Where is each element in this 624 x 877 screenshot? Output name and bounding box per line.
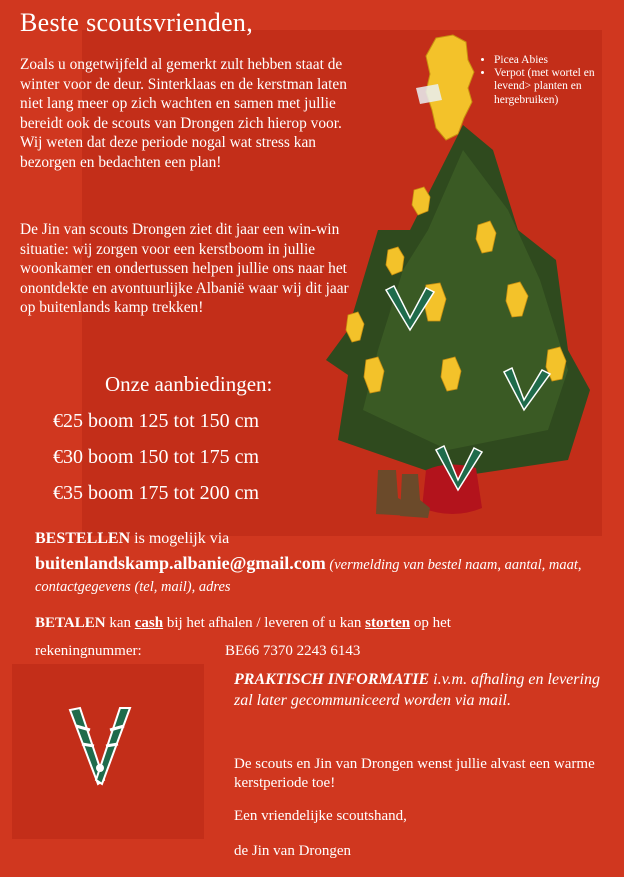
offer-item: €35 boom 175 tot 200 cm: [53, 482, 260, 504]
practical-info: [234, 669, 606, 711]
account-number: BE66 7370 2243 6143: [225, 643, 361, 659]
order-label: BESTELLEN: [35, 530, 131, 547]
intro-paragraph-2: De Jin van scouts Drongen ziet dit jaar een win-win situatie: wij zorgen voor een kerstboom in jullie woonkamer en ondertussen helpen jullie ons naar het onontdekte en avontuurlijke Albanië waar wij dit jaar op buitenlands kamp trekken!: [20, 221, 349, 317]
tree-feature: • Verpot (met wortel en levend> planten en hergebruiken): [494, 67, 622, 107]
account-label: rekeningnummer:: [35, 643, 142, 659]
holiday-wish: De scouts en Jin van Drongen wenst jullie alvast een warme kerstperiode toe!: [234, 756, 595, 791]
payment-line: [35, 615, 451, 632]
scout-scarf-icon: [60, 706, 140, 788]
offer-item: €25 boom 125 tot 150 cm: [53, 410, 260, 432]
christmas-tree-illustration: [318, 30, 600, 520]
offers-heading: Onze aanbiedingen:: [105, 372, 273, 396]
order-note: (vermelding van bestel naam, aantal, maat, contactgegevens (tel, mail), adres: [35, 557, 582, 595]
email-line: [35, 553, 595, 598]
order-line: [35, 530, 229, 548]
payment-text: op het: [410, 615, 451, 631]
payment-text: bij het afhalen / leveren of u kan: [163, 615, 366, 631]
payment-cash: cash: [134, 615, 164, 631]
tree-feature: • Picea Abies: [494, 54, 622, 67]
page-title: Beste scoutsvrienden,: [20, 8, 254, 37]
intro-paragraph-1: Zoals u ongetwijfeld al gemerkt zult hebben staat de winter voor de deur. Sinterklaas en de kerstman laten niet lang meer op zich wachten en samen met jullie bereidt ook de scouts van Drongen zich hierop voor. Wij weten dat deze periode nogal wat stress kan bezorgen en bedachten een plan!: [20, 56, 347, 171]
payment-text: kan: [105, 615, 135, 631]
payment-label: BETALEN: [35, 615, 106, 631]
practical-label: PRAKTISCH INFORMATIE: [234, 671, 430, 688]
offer-item: €30 boom 150 tot 175 cm: [53, 446, 260, 468]
boots: [376, 470, 430, 518]
order-text: is mogelijk via: [130, 530, 230, 547]
payment-deposit: storten: [365, 615, 411, 631]
signature: de Jin van Drongen: [234, 843, 352, 859]
greeting: Een vriendelijke scoutshand,: [234, 808, 407, 824]
practical-text: i.v.m. afhaling en levering zal later gecommuniceerd worden via mail.: [234, 671, 600, 709]
order-email-link[interactable]: buitenlandskamp.albanie@gmail.com: [35, 553, 326, 573]
